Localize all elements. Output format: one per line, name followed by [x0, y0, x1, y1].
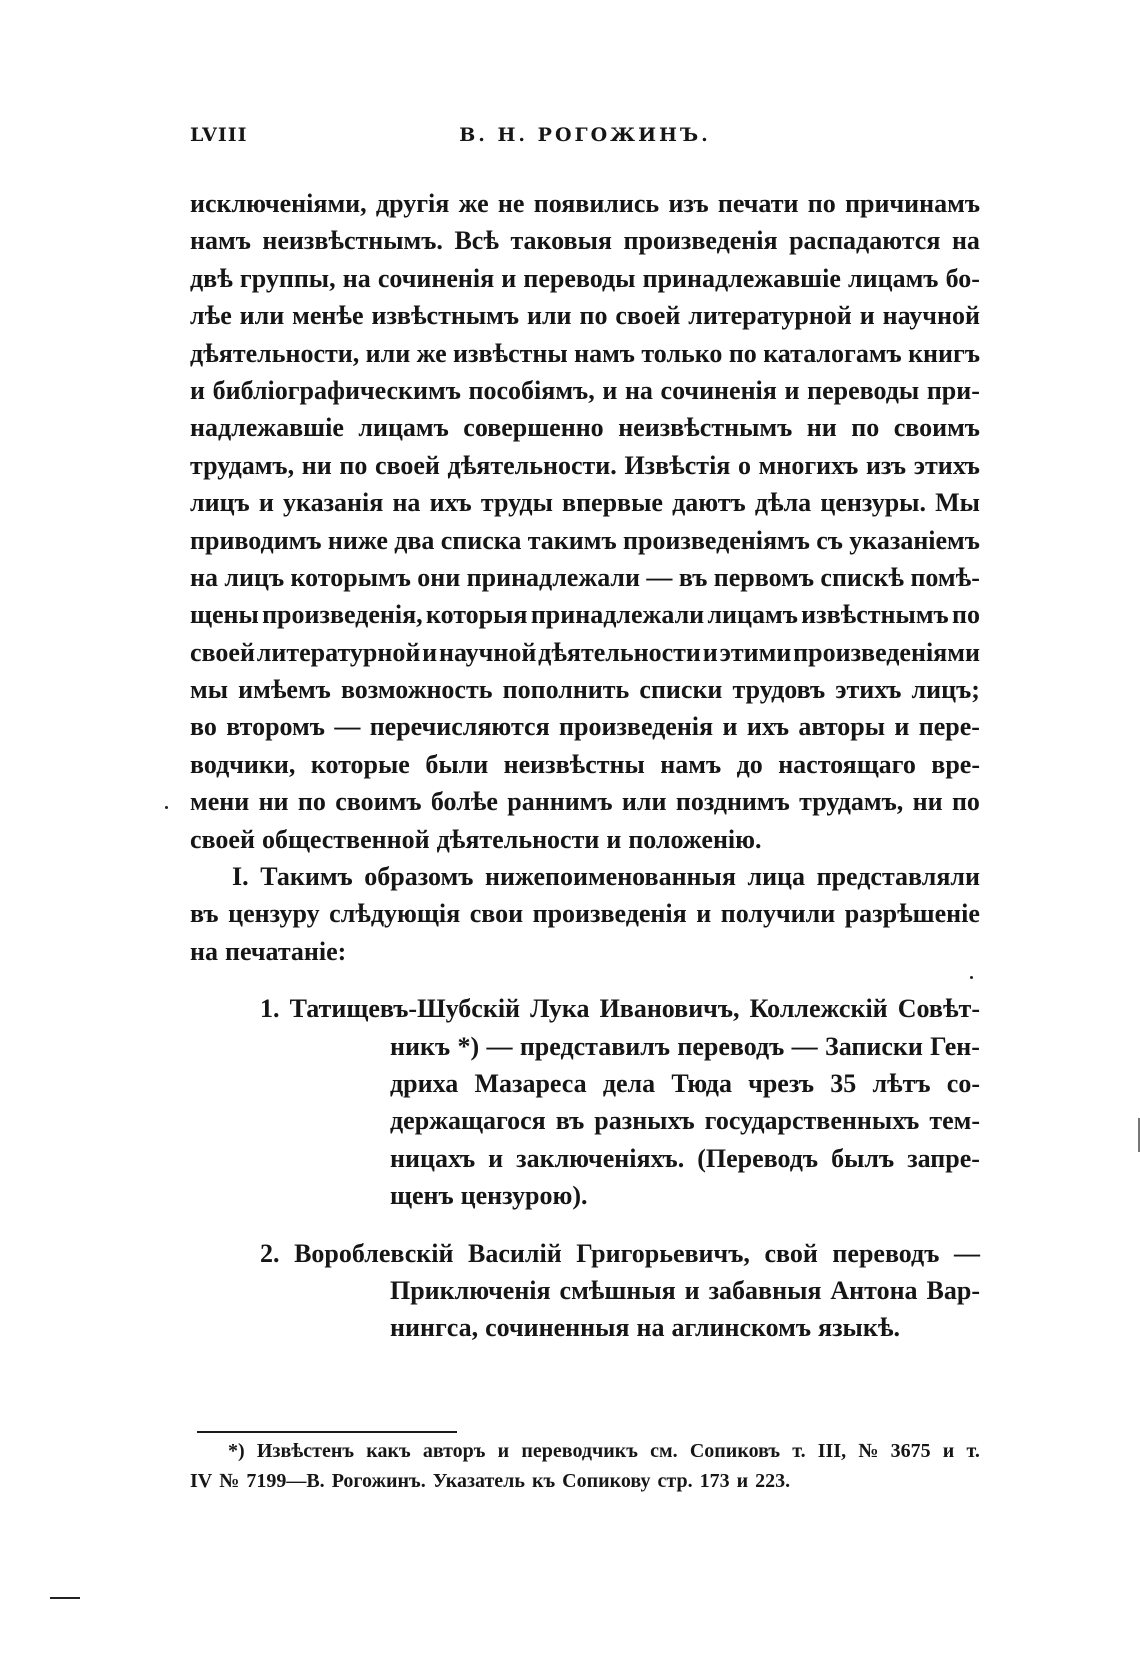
text-line: [190, 1140, 980, 1177]
text-line: [190, 484, 980, 521]
word: держащагося: [390, 1106, 546, 1136]
word: или: [621, 787, 667, 817]
word: Совѣт-: [897, 994, 980, 1024]
word: же: [416, 338, 447, 368]
word: своимъ: [893, 413, 980, 443]
word: лицамъ: [848, 263, 939, 293]
word: которымъ: [290, 562, 411, 592]
word: которыя: [425, 600, 528, 630]
text-line: [190, 708, 980, 745]
word: мы: [190, 675, 229, 705]
word: на: [636, 1313, 665, 1343]
word: сочиненныя: [485, 1313, 630, 1343]
word: своей: [190, 824, 255, 854]
word: позднимъ: [675, 787, 790, 817]
text-line: [190, 372, 980, 409]
word: намъ: [574, 338, 635, 368]
paragraph-1: [190, 185, 980, 858]
word: Мазареса: [474, 1068, 587, 1098]
running-head: [190, 124, 980, 154]
word: трудовъ: [732, 675, 826, 705]
text-line: [190, 335, 980, 372]
word: раннимъ: [507, 787, 613, 817]
word: пособіямъ,: [468, 375, 595, 405]
word: и: [602, 375, 618, 405]
word: Вар-: [926, 1275, 980, 1305]
word: Вороблевскій: [294, 1238, 454, 1268]
word: и: [190, 375, 205, 405]
word: съ: [816, 525, 843, 555]
word: научной: [882, 301, 980, 331]
word: ни: [301, 450, 332, 480]
word: *): [457, 1031, 480, 1061]
word: цензурою).: [460, 1181, 588, 1211]
word: лицъ: [224, 562, 285, 592]
word: даютъ: [672, 488, 746, 518]
word: и: [422, 637, 438, 667]
word: образомъ: [364, 862, 474, 892]
text-line: [190, 522, 980, 559]
word: намъ: [190, 226, 251, 256]
word: принадлежали: [466, 562, 640, 592]
word: 1.: [260, 994, 280, 1024]
word: Мы: [935, 488, 980, 518]
word: *): [228, 1440, 245, 1462]
word: Такимъ: [260, 862, 353, 892]
footnote: [190, 1436, 980, 1496]
word: по: [579, 301, 608, 331]
list-item-2: [190, 1235, 980, 1347]
word: Всѣ: [454, 226, 499, 256]
word: въ: [678, 562, 708, 592]
word: цензуры.: [820, 488, 926, 518]
word: двѣ: [190, 263, 233, 293]
word: авторы: [798, 712, 886, 742]
word: два: [394, 525, 435, 555]
word: своимъ: [335, 787, 422, 817]
word: произведеніями: [793, 637, 980, 667]
word: IV: [190, 1470, 213, 1492]
word: только: [641, 338, 723, 368]
word: никъ: [390, 1031, 451, 1061]
word: ни: [258, 787, 289, 817]
word: къ: [531, 1470, 556, 1492]
word: сочиненія: [660, 375, 777, 405]
word: нингса,: [390, 1313, 479, 1343]
word: на: [190, 936, 218, 966]
word: впервые: [562, 488, 663, 518]
word: списка: [440, 525, 522, 555]
text-line: [190, 671, 980, 708]
word: положенію.: [628, 824, 762, 854]
word: вре-: [931, 749, 980, 779]
word: на: [342, 263, 371, 293]
word: по: [851, 413, 880, 443]
word: слѣдующія: [329, 899, 461, 929]
word: нижепоименованныя: [484, 862, 736, 892]
word: неизвѣстнымъ: [618, 413, 793, 443]
word: Записки: [824, 1031, 923, 1061]
word: чрезъ: [748, 1068, 814, 1098]
word: приводимъ: [190, 525, 322, 555]
word: или: [526, 301, 572, 331]
word: же: [458, 189, 489, 218]
word: и: [784, 375, 800, 405]
word: произведенія: [623, 226, 778, 256]
word: смѣшныя: [559, 1275, 676, 1305]
word: или: [365, 338, 411, 368]
word: которые: [310, 749, 410, 779]
word: Сопикову: [562, 1470, 651, 1492]
word: этими: [719, 637, 792, 667]
word: такимъ: [527, 525, 617, 555]
word: этихъ: [913, 450, 980, 480]
word: Сопиковъ: [689, 1440, 781, 1462]
word: или: [239, 301, 285, 331]
word: стр.: [657, 1470, 693, 1492]
word: лицъ: [190, 488, 250, 518]
page-number: LVIII: [190, 124, 248, 146]
word: помѣ-: [910, 562, 980, 592]
scan-mark: [970, 976, 973, 979]
word: о: [738, 450, 751, 480]
word: совершенно: [463, 413, 604, 443]
text-line: [190, 1235, 980, 1272]
word: по: [807, 189, 836, 218]
word: и: [696, 899, 712, 929]
word: авторъ: [422, 1440, 486, 1462]
word: по: [339, 450, 368, 480]
word: появились: [533, 189, 660, 218]
text-line: [190, 559, 980, 596]
word: со-: [946, 1068, 980, 1098]
word: возможность: [340, 675, 493, 705]
word: представляли: [816, 862, 980, 892]
word: 173: [699, 1470, 730, 1492]
word: указаніемъ: [849, 525, 980, 555]
text-line: [190, 821, 980, 858]
text-line: [190, 1466, 980, 1496]
word: Антона: [830, 1275, 918, 1305]
word: во: [190, 712, 217, 742]
word: этихъ: [835, 675, 902, 705]
word: забавныя: [708, 1275, 822, 1305]
word: ниже: [327, 525, 388, 555]
word: переводъ: [832, 1238, 940, 1268]
word: причинамъ: [845, 189, 980, 218]
word: на: [392, 488, 421, 518]
word: труды: [480, 488, 553, 518]
word: и: [258, 488, 274, 518]
word: ихъ: [429, 488, 472, 518]
text-line: [190, 990, 980, 1027]
word: мени: [190, 787, 250, 817]
text-line: [190, 1272, 980, 1309]
word: дѣятельности,: [190, 338, 360, 368]
word: книгъ: [908, 338, 980, 368]
text-line: [190, 447, 980, 484]
word: 35: [830, 1068, 857, 1098]
word: таковыя: [510, 226, 612, 256]
word: на: [190, 562, 218, 592]
scan-mark: [165, 806, 168, 809]
word: научной: [439, 637, 537, 667]
word: и: [488, 1143, 504, 1173]
word: Извѣстія: [624, 450, 731, 480]
word: на: [951, 226, 980, 256]
text-line: [190, 185, 980, 222]
spacer: [190, 1215, 980, 1235]
word: принадлежали: [530, 600, 705, 630]
word: неизвѣстнымъ.: [262, 226, 443, 256]
word: т.: [966, 1440, 980, 1462]
word: пере-: [918, 712, 980, 742]
word: менѣе: [292, 301, 364, 331]
word: извѣстнымъ: [371, 301, 520, 331]
word: при-: [926, 375, 980, 405]
word: Василій: [468, 1238, 562, 1268]
word: и: [942, 1440, 955, 1462]
word: ницахъ: [390, 1143, 476, 1173]
text-line: [190, 1177, 980, 1214]
text-line: [190, 1309, 980, 1346]
text-line: [190, 634, 980, 671]
word: Ген-: [930, 1031, 980, 1061]
running-title: В. Н. РОГОЖИНЪ.: [459, 124, 711, 146]
word: произведенія,: [262, 600, 423, 630]
word: своей: [190, 637, 255, 667]
word: библіографическимъ: [212, 375, 461, 405]
word: списки: [639, 675, 723, 705]
word: дѣятельности: [538, 637, 701, 667]
word: дела: [602, 1068, 656, 1098]
word: неизвѣстны: [503, 749, 645, 779]
word: —: [486, 1031, 513, 1061]
word: и: [894, 712, 910, 742]
word: лица: [747, 862, 806, 892]
word: Приключенія: [390, 1275, 551, 1305]
word: въ: [190, 899, 219, 929]
word: 3675: [890, 1440, 931, 1462]
list-item-1: [190, 990, 980, 1214]
scan-mark: [50, 1597, 80, 1599]
word: произведеніямъ: [622, 525, 810, 555]
word: заключеніяхъ.: [516, 1143, 685, 1173]
main-text: [190, 185, 980, 1347]
word: намъ: [660, 749, 722, 779]
word: №: [219, 1470, 240, 1492]
word: и: [497, 1440, 510, 1462]
word: дриха: [390, 1068, 459, 1098]
word: переводы: [523, 263, 636, 293]
word: распадаются: [789, 226, 941, 256]
word: до: [736, 749, 763, 779]
word: Тюда: [671, 1068, 732, 1098]
word: изъ: [668, 189, 709, 218]
word: произведенія: [532, 899, 687, 929]
word: и: [684, 1275, 700, 1305]
word: щены: [190, 600, 259, 630]
spacer: [190, 970, 980, 990]
word: ни: [806, 413, 837, 443]
word: печатаніе:: [224, 936, 347, 966]
text-line: [190, 260, 980, 297]
word: Ивановичъ,: [599, 994, 740, 1024]
word: литературной: [256, 637, 421, 667]
word: второмъ: [226, 712, 325, 742]
word: лицъ;: [911, 675, 980, 705]
word: по: [297, 787, 326, 817]
word: I.: [232, 862, 249, 892]
word: извѣстнымъ: [801, 600, 949, 630]
word: Лука: [530, 994, 590, 1024]
word: водчики,: [190, 749, 296, 779]
word: свой: [764, 1238, 818, 1268]
word: разрѣшеніе: [844, 899, 980, 929]
paragraph-2: [190, 858, 980, 970]
word: переводчикъ: [521, 1440, 638, 1462]
word: и: [702, 637, 718, 667]
word: ни: [912, 787, 943, 817]
word: цензуру: [228, 899, 320, 929]
word: получили: [720, 899, 836, 929]
text-line: [190, 596, 980, 633]
text-line: [190, 1065, 980, 1102]
text-line: [190, 222, 980, 259]
text-line: [190, 895, 980, 932]
word: т.: [792, 1440, 806, 1462]
word: указанія: [282, 488, 384, 518]
word: №: [858, 1440, 879, 1462]
word: они: [417, 562, 461, 592]
word: Коллежскій: [749, 994, 888, 1024]
word: Указатель: [432, 1470, 525, 1492]
word: не: [497, 189, 525, 218]
word: изъ: [865, 450, 907, 480]
word: по: [952, 600, 980, 630]
word: разныхъ: [594, 1106, 695, 1136]
word: трудамъ,: [190, 450, 295, 480]
word: имѣемъ: [238, 675, 331, 705]
word: Рогожинъ.: [331, 1470, 426, 1492]
word: своей: [615, 301, 681, 331]
word: своей: [374, 450, 440, 480]
word: лѣтъ: [872, 1068, 931, 1098]
word: аглинскомъ: [671, 1313, 812, 1343]
word: языкѣ.: [818, 1313, 900, 1343]
word: по: [951, 787, 980, 817]
word: лѣе: [190, 301, 232, 331]
word: бо-: [945, 263, 980, 293]
word: III,: [817, 1440, 847, 1462]
word: Григорьевичъ,: [576, 1238, 750, 1268]
word: надлежавшіе: [190, 413, 344, 443]
word: настоящаго: [778, 749, 916, 779]
word: трудамъ,: [799, 787, 904, 817]
word: дѣятельности: [436, 824, 600, 854]
text-line: [190, 933, 980, 970]
word: —: [646, 562, 673, 592]
word: дѣятельности.: [447, 450, 617, 480]
word: и: [501, 263, 517, 293]
word: пополнить: [502, 675, 630, 705]
word: Извѣстенъ: [256, 1440, 355, 1462]
word: ихъ: [746, 712, 790, 742]
word: (Переводъ: [697, 1143, 819, 1173]
word: извѣстны: [453, 338, 568, 368]
word: тем-: [929, 1106, 980, 1136]
word: общественной: [261, 824, 430, 854]
word: печати: [717, 189, 799, 218]
word: 223.: [755, 1470, 791, 1492]
word: щенъ: [390, 1181, 454, 1211]
word: лицамъ: [358, 413, 449, 443]
word: литературной: [688, 301, 852, 331]
footnote-separator: [197, 1431, 457, 1433]
word: первомъ: [713, 562, 814, 592]
word: многихъ: [758, 450, 859, 480]
text-line: [190, 297, 980, 334]
text-line: [190, 783, 980, 820]
word: —: [334, 712, 361, 742]
word: 7199—В.: [246, 1470, 325, 1492]
word: болѣе: [430, 787, 498, 817]
word: свои: [469, 899, 524, 929]
word: былъ: [831, 1143, 895, 1173]
word: были: [425, 749, 489, 779]
word: дѣла: [754, 488, 812, 518]
word: произведенія: [559, 712, 714, 742]
word: спискѣ: [820, 562, 905, 592]
text-line: [190, 409, 980, 446]
word: по: [728, 338, 757, 368]
word: сочиненія: [377, 263, 495, 293]
word: на: [624, 375, 653, 405]
text-line: [190, 1102, 980, 1139]
text-line: [190, 1436, 980, 1466]
word: лицамъ: [707, 600, 798, 630]
word: см.: [650, 1440, 678, 1462]
text-line: [190, 858, 980, 895]
text-line: [190, 1028, 980, 1065]
word: —: [791, 1031, 818, 1061]
word: перечисляются: [369, 712, 550, 742]
word: и: [736, 1470, 749, 1492]
word: какъ: [366, 1440, 411, 1462]
text-line: [190, 746, 980, 783]
word: запре-: [907, 1143, 980, 1173]
word: принадлежавшіе: [642, 263, 841, 293]
word: переводъ: [677, 1031, 785, 1061]
word: каталогамъ: [763, 338, 902, 368]
word: переводы: [807, 375, 920, 405]
word: и: [859, 301, 875, 331]
word: и: [606, 824, 622, 854]
word: исключеніями,: [190, 189, 367, 218]
word: группы,: [239, 263, 336, 293]
word: государственныхъ: [704, 1106, 920, 1136]
word: и: [722, 712, 738, 742]
word: другія: [375, 189, 450, 218]
word: —: [953, 1238, 980, 1268]
word: представилъ: [519, 1031, 670, 1061]
word: 2.: [260, 1238, 280, 1268]
word: въ: [555, 1106, 585, 1136]
word: Татищевъ-Шубскій: [289, 994, 521, 1024]
